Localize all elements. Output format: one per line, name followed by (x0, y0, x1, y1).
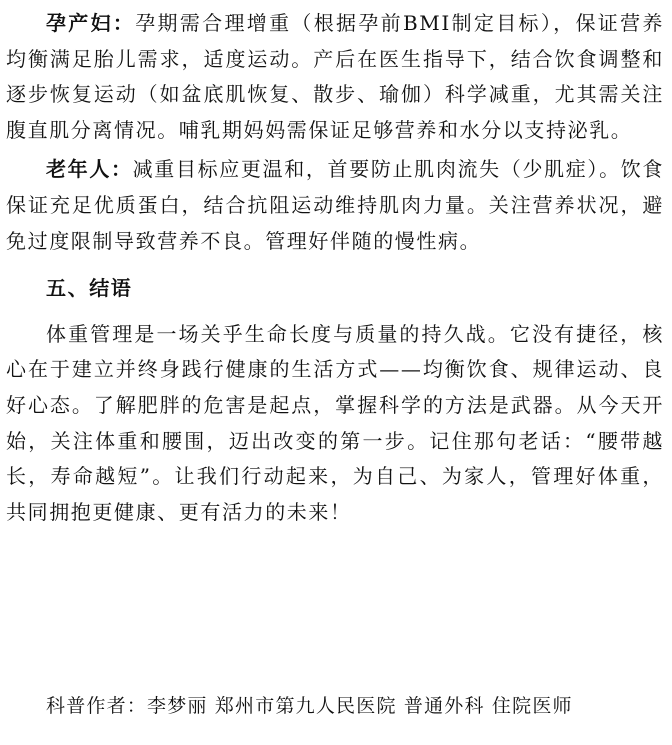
elderly-paragraph (6, 152, 664, 259)
author-credit: 科普作者：李梦丽 郑州市第九人民医院 普通外科 住院医师 (46, 695, 573, 717)
pregnant-label: 孕产妇： (46, 11, 136, 35)
elderly-text: 减重目标应更温和，首要防止肌肉流失（少肌症）。饮食保证充足优质蛋白，结合抗阻运动维持肌肉力量。关注营养状况，避免过度限制导致营养不良。管理好伴随的慢性病。 (6, 157, 665, 253)
pregnant-paragraph (6, 6, 664, 148)
pregnant-text: 孕期需合理增重（根据孕前BMI制定目标），保证营养均衡满足胎儿需求，适度运动。产后在医生指导下，结合饮食调整和逐步恢复运动（如盆底肌恢复、散步、瑜伽）科学减重，尤其需关注腹直肌分离情况。哺乳期妈妈需保证足够营养和水分以支持泌乳。 (6, 11, 664, 142)
elderly-label: 老年人： (46, 157, 133, 182)
conclusion-heading: 五、结语 (46, 276, 133, 301)
conclusion-paragraph: 体重管理是一场关乎生命长度与质量的持久战。它没有捷径，核心在于建立并终身践行健康的生活方式——均衡饮食、规律运动、良好心态。了解肥胖的危害是起点，掌握科学的方法是武器。从今天开始，关注体重和腰围，迈出改变的第一步。记住那句老话：“腰带越长，寿命越短”。让我们行动起来，为自己、为家人，管理好体重，共同拥抱更健康、更有活力的未来！ (6, 321, 664, 524)
